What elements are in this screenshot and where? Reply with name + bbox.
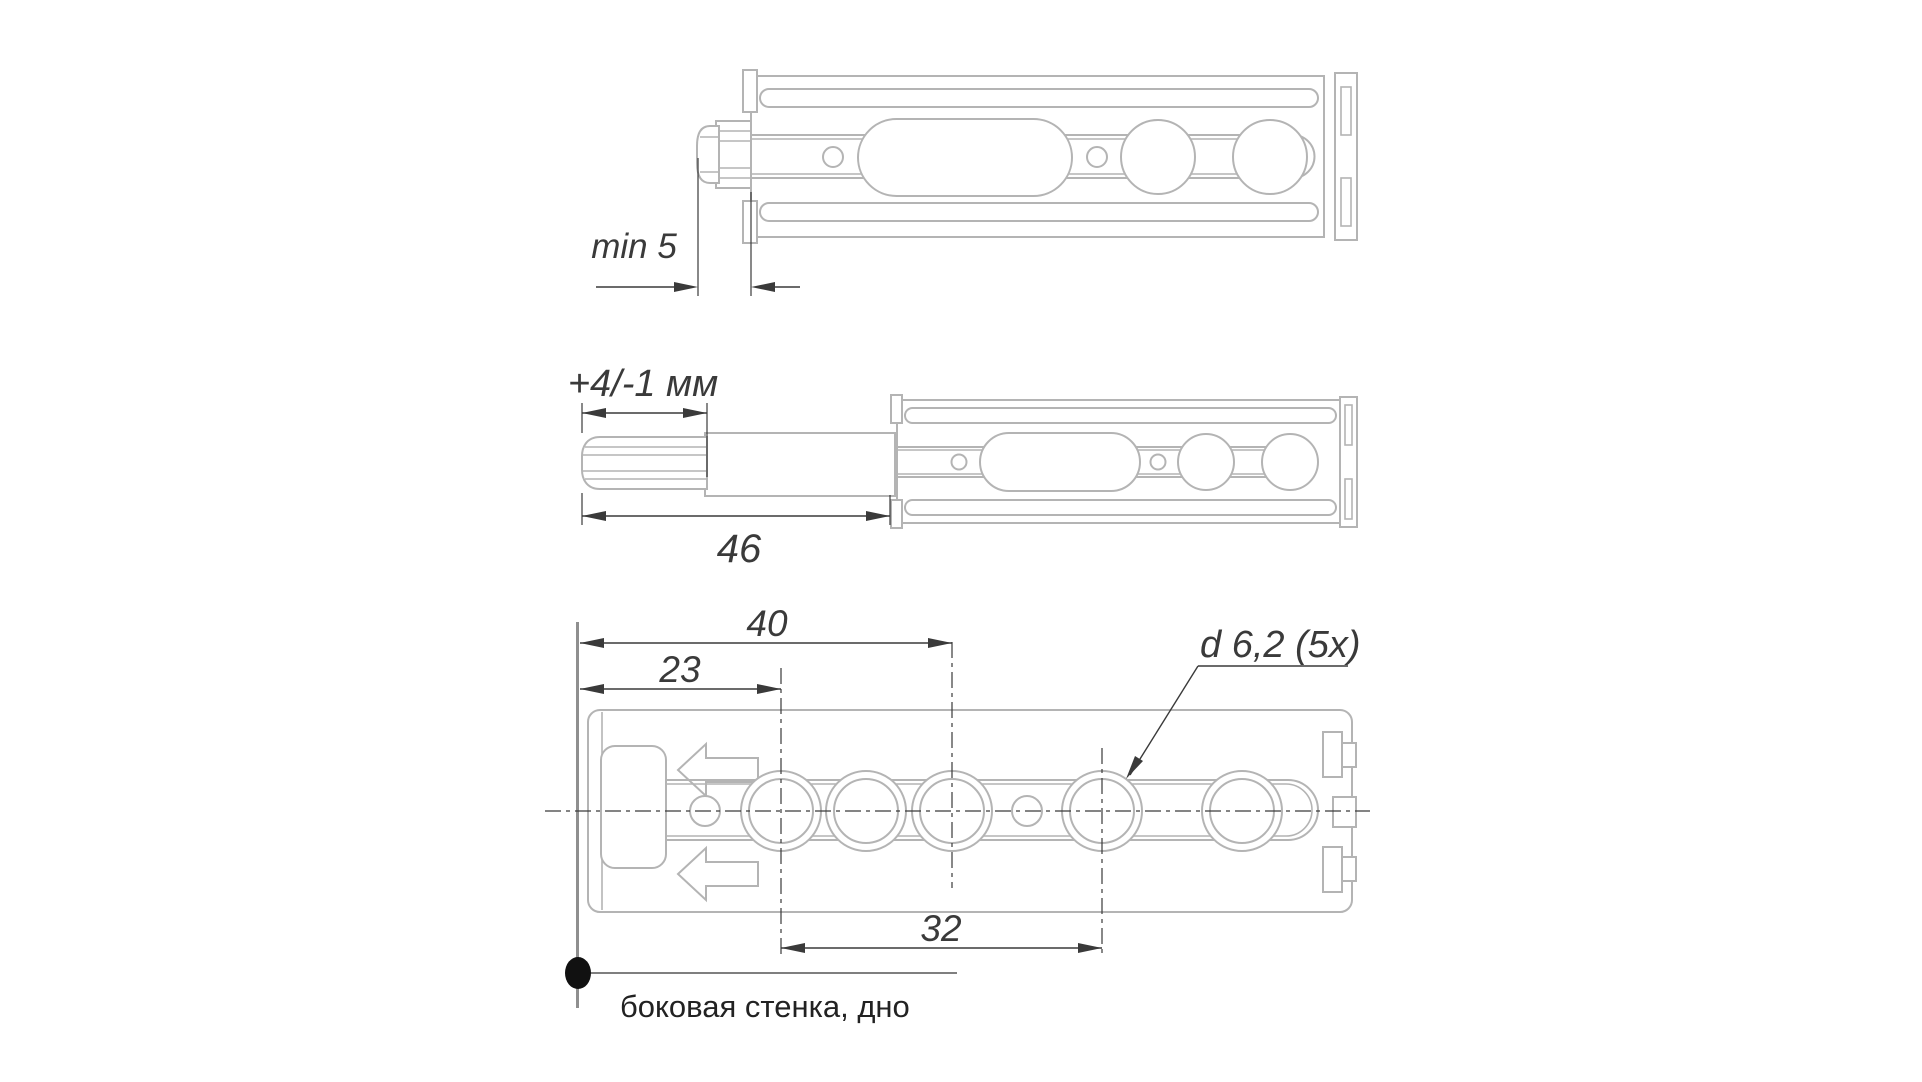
spring-slot [858, 119, 1072, 196]
pin-hole-small-2 [1087, 147, 1107, 167]
clip-bottom-left [743, 201, 757, 243]
dimension-40 [580, 603, 952, 648]
plate-clip-bottom [1323, 847, 1342, 892]
end-bracket [1335, 73, 1357, 240]
hole-diameter-label: d 6,2 (5x) [1200, 624, 1361, 666]
pin-hole-small-1 [823, 147, 843, 167]
dim-min5-label: min 5 [591, 227, 677, 266]
view-extended-side [568, 363, 1357, 571]
dimension-46 [582, 493, 890, 571]
magnet-circle-2 [1233, 120, 1307, 194]
dim-23-label: 23 [659, 649, 701, 690]
view-mounting-layout [545, 603, 1370, 1024]
pin-hole-small-3 [952, 455, 967, 470]
plate-clip-top [1323, 732, 1342, 777]
plate-left-pad [601, 746, 666, 868]
view-retracted-side [591, 70, 1357, 296]
wall-marker-dot [565, 957, 591, 989]
plate-clip-mid [1333, 797, 1356, 827]
dimension-23 [580, 649, 781, 694]
magnet-circle-4 [1262, 434, 1318, 490]
plate-clip-top-tab [1342, 743, 1356, 767]
magnet-circle-3 [1178, 434, 1234, 490]
spring-slot-2 [980, 433, 1140, 491]
pin-hole-small-4 [1151, 455, 1166, 470]
dim-32-label: 32 [920, 908, 962, 949]
magnet-circle-1 [1121, 120, 1195, 194]
dim-40-label: 40 [746, 603, 788, 644]
end-bracket-2 [1340, 397, 1357, 527]
dimension-32 [781, 908, 1102, 953]
dim-tolerance-label: +4/-1 мм [567, 363, 719, 405]
dim-46-label: 46 [716, 527, 762, 571]
clip-top-left-2 [891, 395, 902, 423]
clip-top-left [743, 70, 757, 112]
plate-clip-bottom-tab [1342, 857, 1356, 881]
pusher-cap-extended [582, 437, 707, 489]
clip-bottom-left-2 [891, 500, 902, 528]
wall-note-label: боковая стенка, дно [620, 989, 910, 1024]
pusher-cap [697, 126, 719, 183]
pusher-rod [705, 433, 895, 496]
